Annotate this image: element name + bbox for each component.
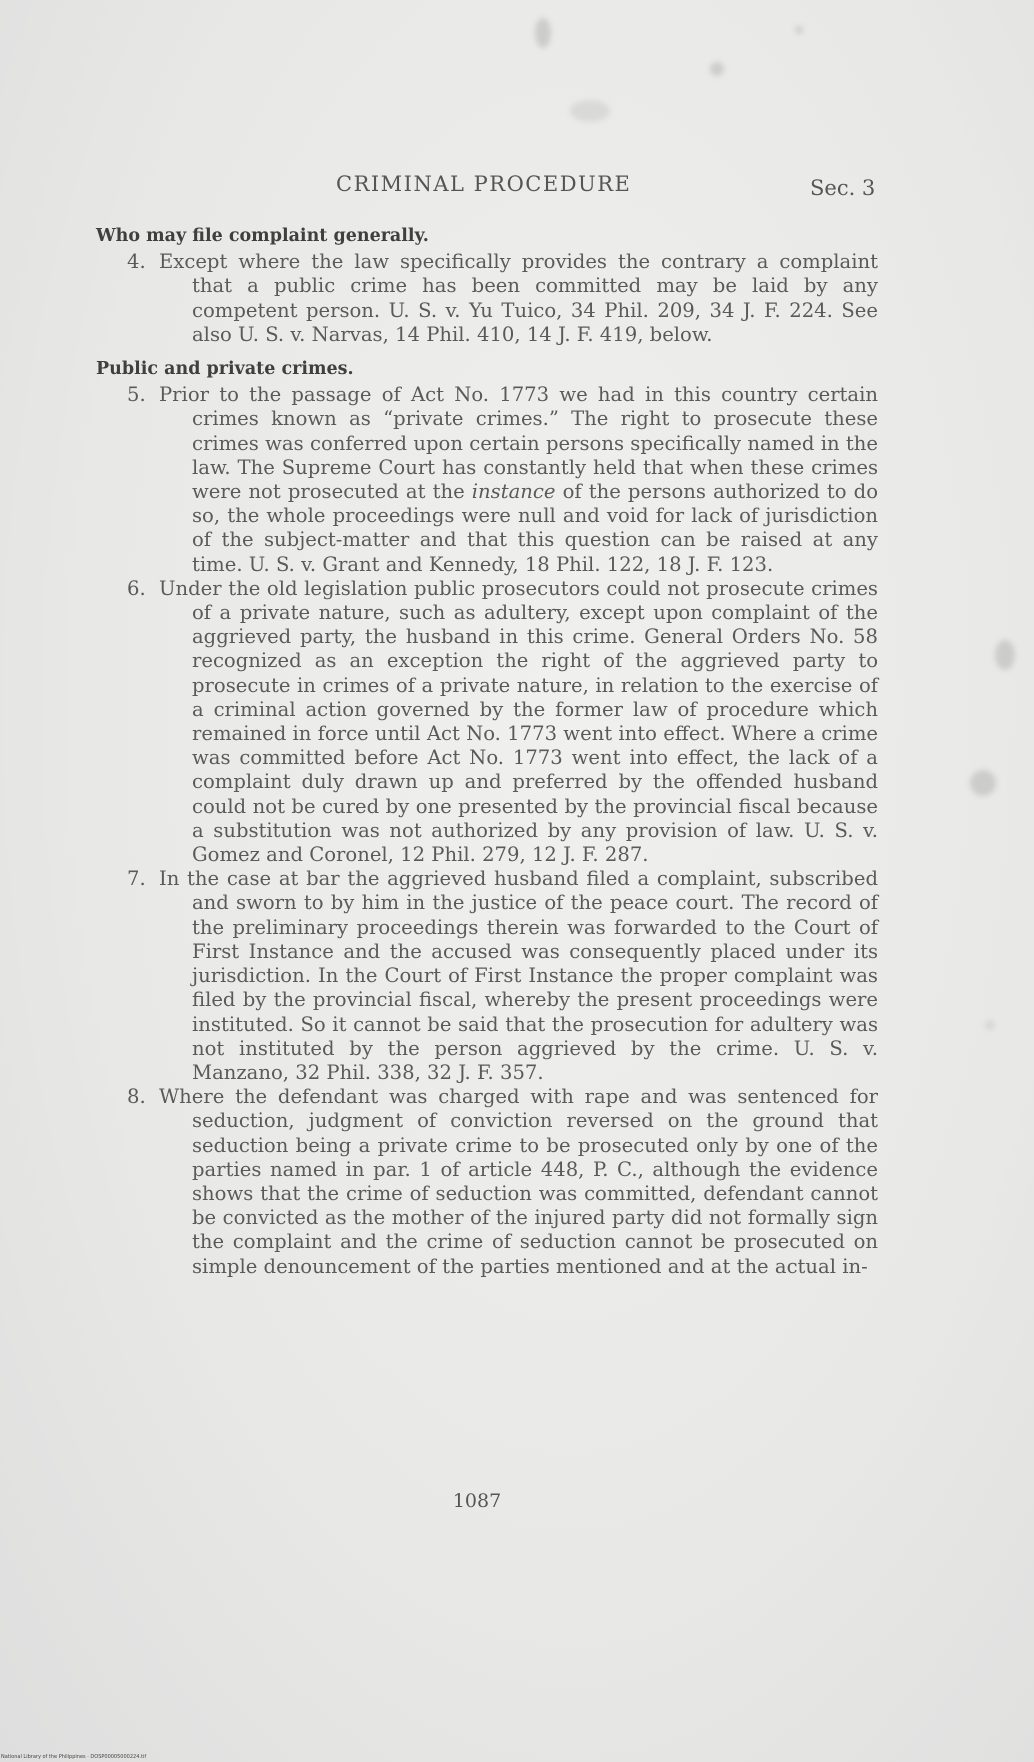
paragraph-text: of the persons authorized to do so, the whole proceedings were null and void for lack of jurisdiction of the subject-matter and that this question can be raised at any time. U. S. v. Grant and Kennedy, 18 Phil. 122, 18 J. F. 123. — [192, 480, 878, 576]
section-number: Sec. 3 — [810, 176, 876, 200]
annotation-paragraph — [96, 867, 878, 1085]
paragraph-text: Prior to the passage of Act No. 1773 we had in this country certain crimes known as “private crimes.” The right to prosecute these crimes was conferred upon certain persons specifically named in the law. The Supreme Court has constantly held that when these crimes were not prosecuted at the — [159, 383, 878, 504]
paragraph-number: 6. — [127, 576, 146, 600]
paragraph-text: In the case at bar the aggrieved husband filed a complaint, subscribed and sworn to by him in the justice of the peace court. The record of the preliminary proceedings therein was forwarded to the Court of First Instance and the accused was consequently placed under its jurisdiction. In the Court of First Instance the proper complaint was filed by the provincial fiscal, whereby the present proceedings were instituted. So it cannot be said that the prosecution for adultery was not instituted by the person aggrieved by the crime. U. S. v. Manzano, 32 Phil. 338, 32 J. F. 357. — [159, 867, 878, 1084]
scan-smudge — [570, 100, 610, 122]
paragraph-text: Where the defendant was charged with rape and was sentenced for seduction, judgment of conviction reversed on the ground that seduction being a private crime to be prosecuted only by one of the parties named in par. 1 of article 448, P. C., although the evidence shows that the crime of seduction was committed, defendant cannot be convicted as the mother of the injured party did not formally sign the complaint and the crime of seduction cannot be prosecuted on simple denouncement of the parties mentioned and at the actual in- — [159, 1085, 878, 1278]
page-number — [0, 1490, 1034, 1512]
page-header — [0, 172, 1034, 202]
scan-credit: National Library of the Philippines · DOSP00005000224.tif — [1, 1754, 147, 1760]
paragraph-number: 5. — [127, 383, 146, 407]
page-number-text: 1087 — [452, 1490, 502, 1512]
scan-smudge — [970, 770, 996, 796]
body-text — [96, 224, 878, 1279]
annotation-paragraph — [96, 577, 878, 867]
paragraph-text: Under the old legislation public prosecutors could not prosecute crimes of a private nature, such as adultery, except upon complaint of the aggrieved party, the husband in this crime. General Orders No. 58 recognized as an exception the right of the aggrieved party to prosecute in crimes of a private nature, in relation to the exercise of a criminal action governed by the former law of procedure which remained in force until Act No. 1773 went into effect. Where a crime was committed before Act No. 1773 went into effect, the lack of a complaint duly drawn up and preferred by the offended husband could not be cured by one presented by the provincial fiscal because a substitution was not authorized by any provision of law. U. S. v. Gomez and Coronel, 12 Phil. 279, 12 J. F. 287. — [159, 576, 878, 867]
paragraph-text: Except where the law specifically provides the contrary a complaint that a public crime has been committed may be laid by any competent person. U. S. v. Yu Tuico, 34 Phil. 209, 34 J. F. 224. See also U. S. v. Narvas, 14 Phil. 410, 14 J. F. 419, below. — [159, 250, 878, 346]
section-heading: Public and private crimes. — [96, 359, 354, 380]
running-title: CRIMINAL PROCEDURE — [336, 172, 632, 196]
paragraph-number: 4. — [127, 250, 146, 274]
annotation-paragraph — [96, 383, 878, 577]
annotation-paragraph — [96, 250, 878, 347]
section-heading: Who may file complaint generally. — [96, 226, 429, 246]
scan-smudge — [710, 62, 724, 76]
paragraph-number: 7. — [127, 867, 146, 891]
scan-smudge — [795, 26, 803, 34]
scan-smudge — [985, 1020, 995, 1030]
scan-smudge — [995, 640, 1015, 670]
annotation-paragraph — [96, 1085, 878, 1279]
scan-smudge — [535, 18, 551, 48]
paragraph-number: 8. — [127, 1085, 146, 1109]
emphasized-word: instance — [471, 480, 556, 504]
